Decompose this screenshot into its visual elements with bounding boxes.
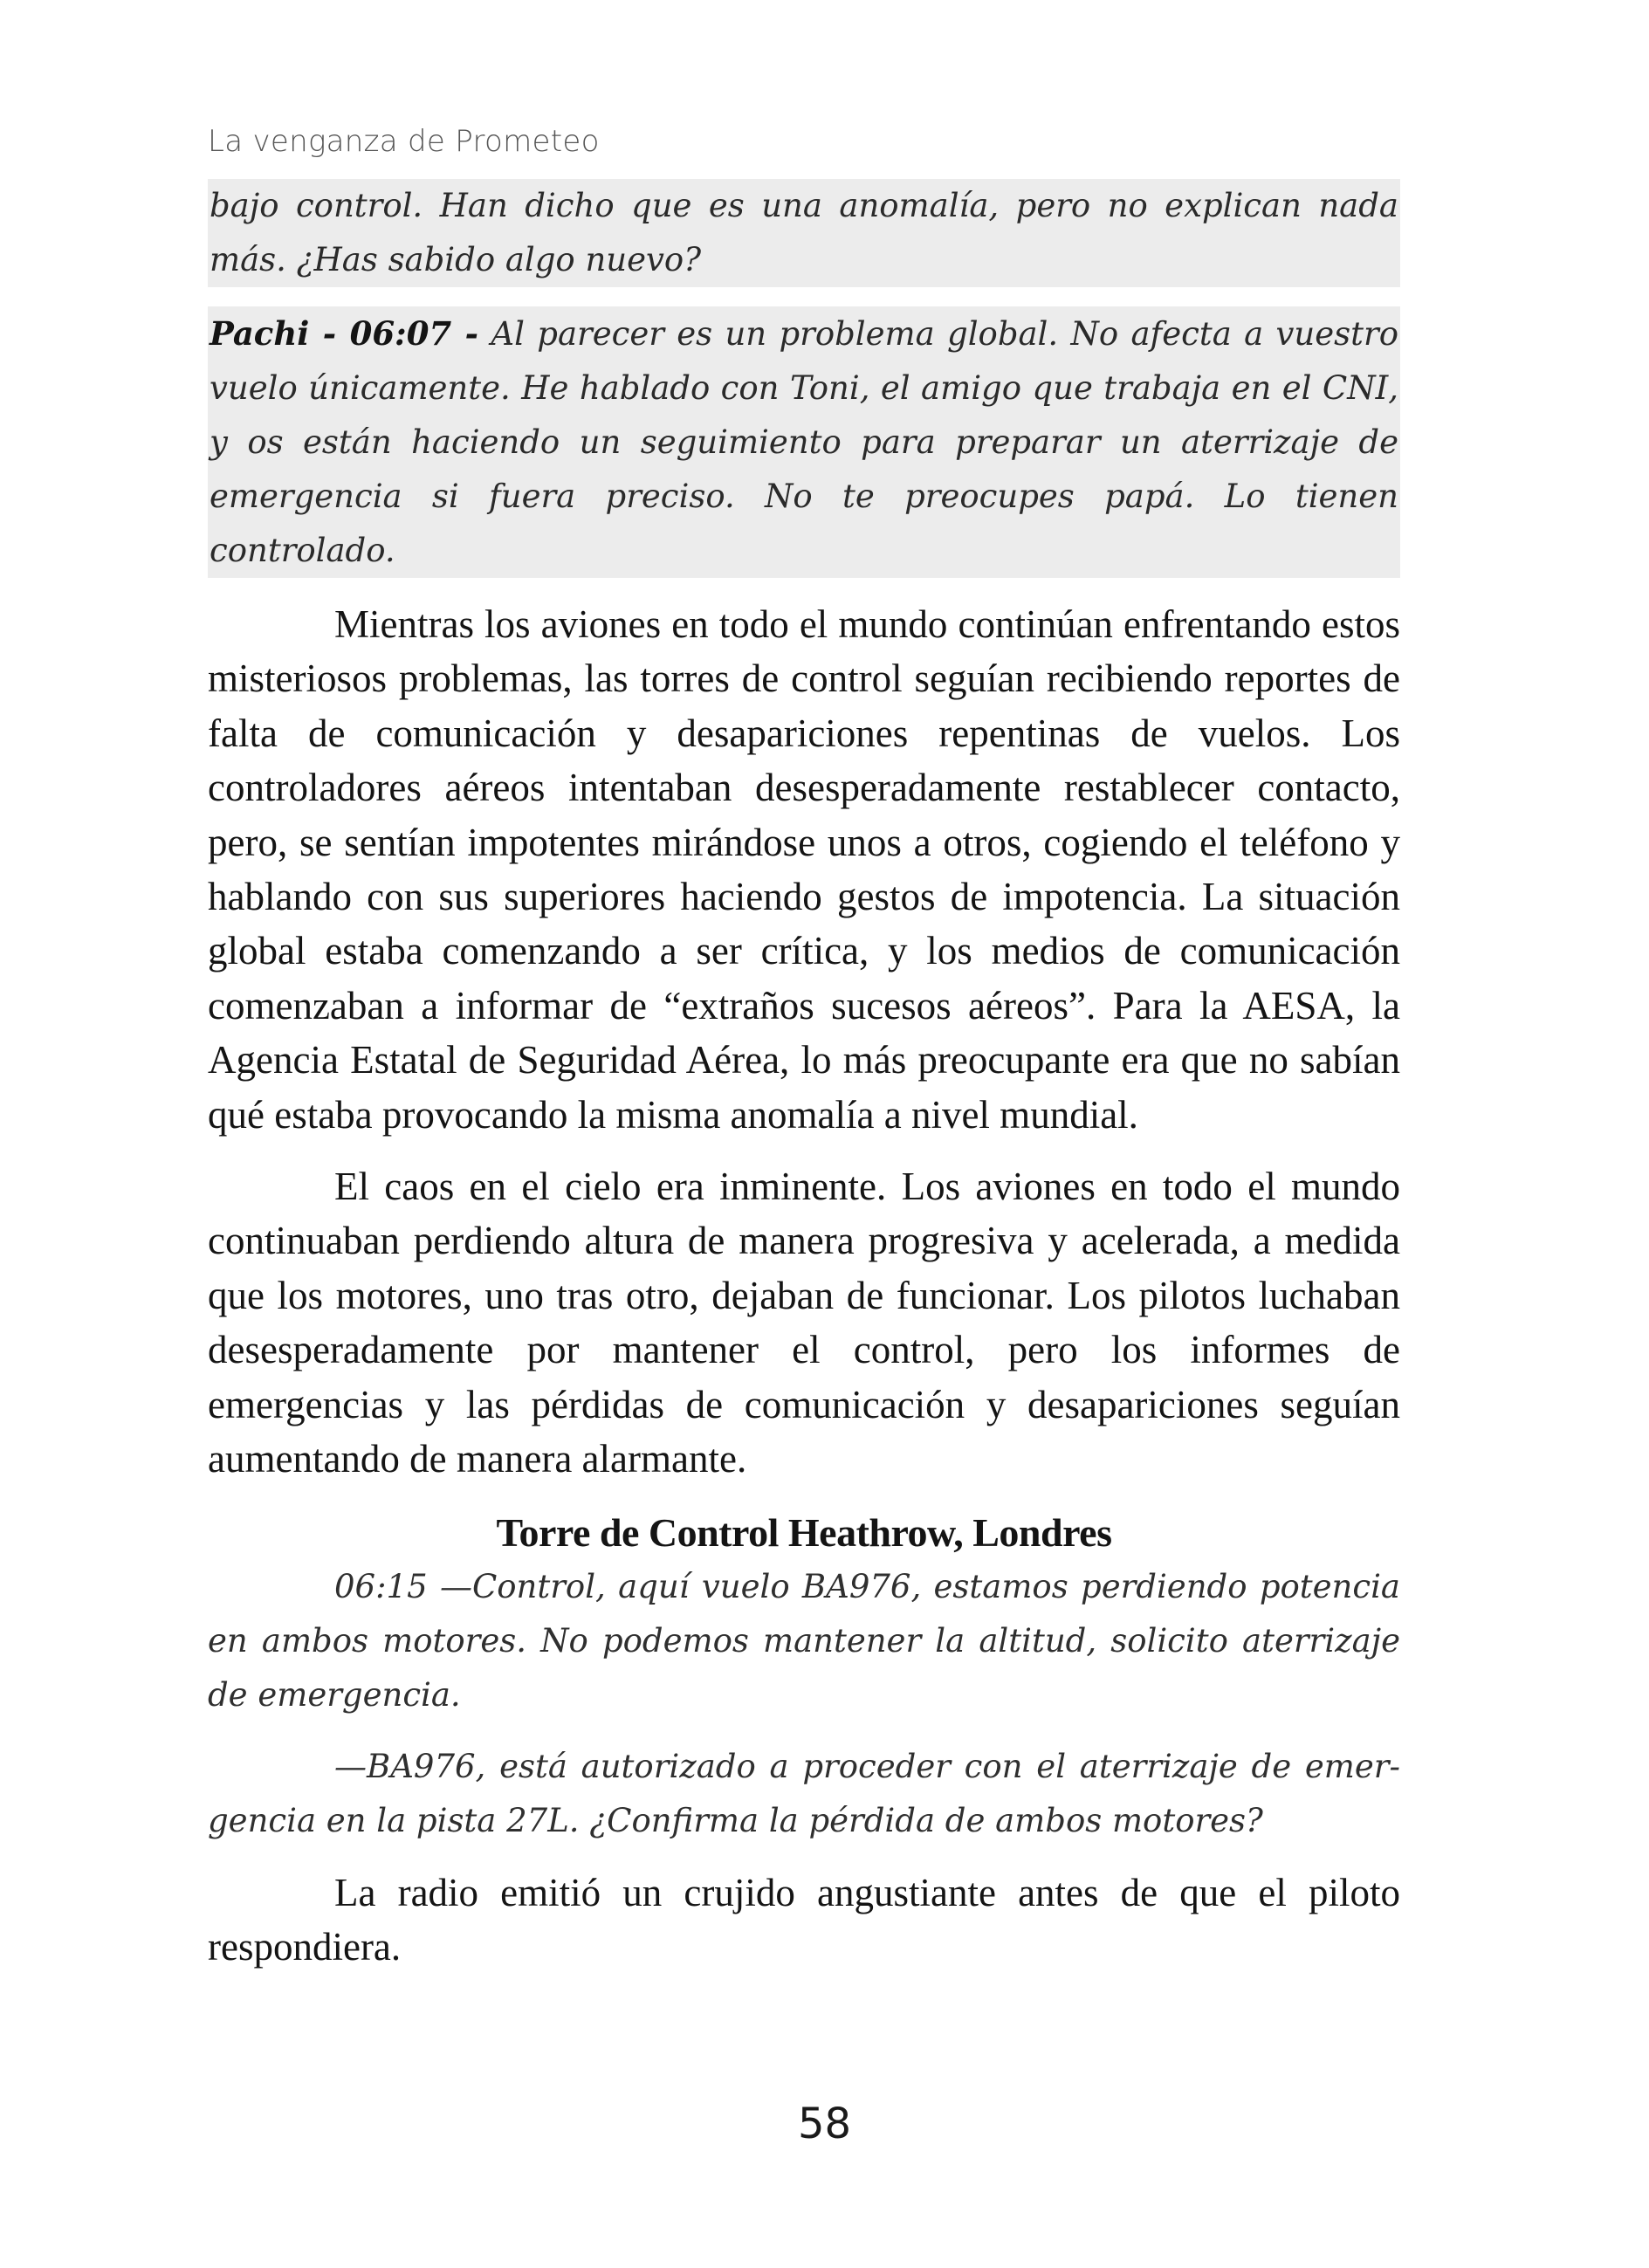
closing-paragraph: La radio emitió un crujido angustiante antes de que el piloto respondiera. xyxy=(208,1870,1400,1969)
page-body xyxy=(208,179,1400,1991)
radio-dialog-line: 06:15 —Control, aquí vuelo BA976, estamos perdiendo potencia en ambos motores. No podemos mantener la altitud, solicito aterrizaje de emergencia. xyxy=(208,1567,1400,1714)
running-header: La venganza de Prometeo xyxy=(208,124,600,159)
chat-message xyxy=(208,306,1400,578)
page-number: 58 xyxy=(797,2100,852,2148)
chat-message-text: bajo control. Han dicho que es una anomalía, pero no explican nada más. ¿Has sabido algo nuevo? xyxy=(210,187,1398,278)
body-paragraph: El caos en el cielo era inminente. Los aviones en todo el mundo continuaban perdiendo altura de manera progresiva y acelerada, a medida que los motores, uno tras otro, dejaban de funcionar. Los pilotos luchaban desesperadamente por mantener el control, pero los informes de emergencias y las pérdidas de comunicación y desapariciones seguían aumentando de manera alarmante. xyxy=(208,1165,1400,1481)
chat-sender: Pachi - 06:07 - xyxy=(210,314,479,353)
radio-dialog-line: —BA976, está autorizado a proceder con el aterrizaje de emergencia en la pista 27L. ¿Confirma la pérdida de ambos motores? xyxy=(208,1747,1400,1839)
section-heading: Torre de Control Heathrow, Londres xyxy=(496,1509,1112,1555)
chat-message xyxy=(208,179,1400,287)
body-paragraph: Mientras los aviones en todo el mundo continúan enfrentando estos misteriosos problemas, las torres de control seguían recibiendo reportes de falta de comunicación y desapariciones repentinas de vuelos. Los controladores aéreos intentaban desesperadamente restablecer contacto, pero, se sentían impotentes mirándose unos a otros, cogiendo el teléfono y hablando con sus superiores haciendo gestos de impotencia. La situación global estaba comenzando a ser crítica, y los medios de comunicación comenzaban a informar de “extraños sucesos aéreos”. Para la AESA, la Agencia Estatal de Seguridad Aérea, lo más preocupante era que no sabían qué estaba provocando la misma anomalía a nivel mundial. xyxy=(208,602,1400,1137)
chat-message-text: Al parecer es un problema global. No afecta a vuestro vuelo únicamente. He hablado con Toni, el amigo que trabaja en el CNI, y os están haciendo un seguimiento para preparar un aterrizaje de emergencia si fuera preciso. No te preocupes papá. Lo tienen controlado. xyxy=(210,315,1398,569)
